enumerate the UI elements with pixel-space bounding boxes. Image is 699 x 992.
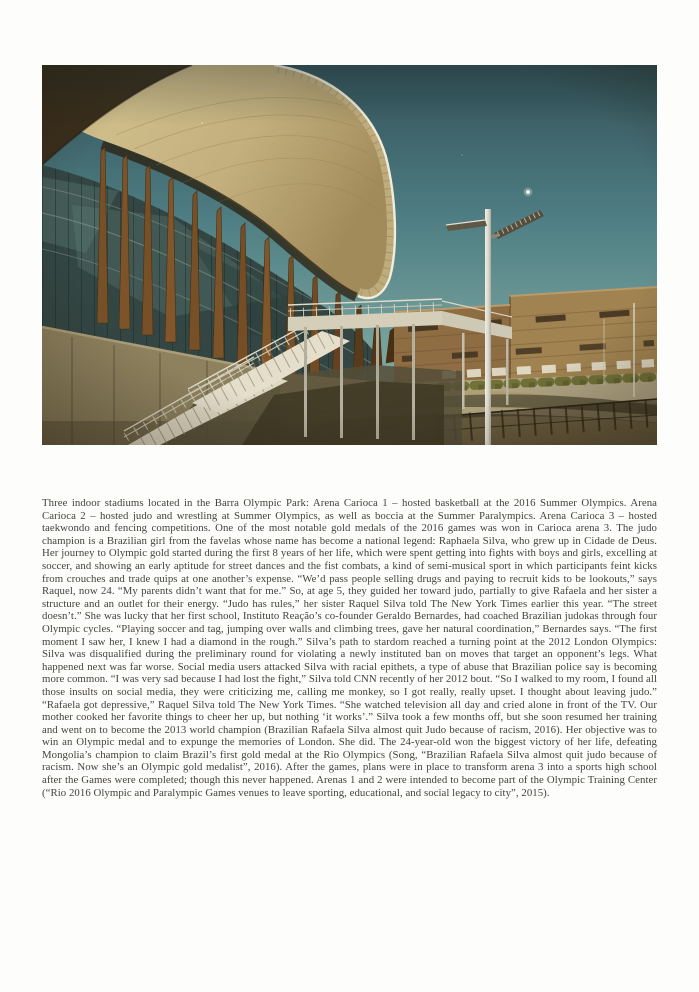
photo-vignette bbox=[42, 65, 657, 445]
arena-photo bbox=[42, 65, 657, 445]
arena-photo-graphic bbox=[42, 65, 657, 445]
article bbox=[42, 497, 657, 799]
article-text: Three indoor stadiums located in the Barra Olympic Park: Arena Carioca 1 – hosted basketball at the 2016 Summer Olympics. Arena Carioca 2 – hosted judo and wrestling at Summer Olympics, as well as boccia at the Summer Paralympics. Arena Carioca 3 – hosted taekwondo and fencing competitions. One of the most notable gold medals of the 2016 games was won in Carioca arena 3. The judo champion is a Brazilian girl from the favelas whose name has become a national legend: Raphaela Silva, who grew up in Cidade de Deus. Her journey to Olympic gold started during the first 8 years of her life, which were spent getting into fights with boys and girls, excelling at soccer, and showing an early aptitude for street dances and the fist combats, a kind of semi-musical sport in which participants feint kicks from crouches and trade quips at one another’s expense. “We’d pass people selling drugs and paying to recruit kids to be lookouts,” says Raquel, now 24. “My parents didn’t want that for me.” So, at age 5, they guided her toward judo, partially to give Rafaela and her sister a structure and an outlet for their energy. “Judo has rules,” her sister Raquel Silva told The New York Times earlier this year. “The street doesn’t.” She was lucky that her first school, Instituto Reação’s co-founder Geraldo Bernardes, had coached Brazilian judokas through four Olympic cycles. “Playing soccer and tag, jumping over walls and climbing trees, gave her natural coordination,” Bernardes says. “The first moment I saw her, I knew I had a diamond in the rough.” Silva’s path to stardom reached a turning point at the 2012 London Olympics: Silva was disqualified during the preliminary round for violating a newly instituted ban on moves that target an opponent’s legs. What happened next was far worse. Social media users attacked Silva with racial epithets, a type of abuse that Brazilian police say is becoming more common. “I was very sad because I had lost the fight,” Silva told CNN recently of her 2012 bout. “So I walked to my room, I found all those insults on social media, they were criticizing me, calling me monkey, so I got really, really upset. I thought about leaving judo.” “Rafaela got depressive,” Raquel Silva told The New York Times. “She watched television all day and cried alone in front of the TV. Our mother cooked her favorite things to cheer her up, but nothing ‘it works’.” Silva took a few months off, but she soon resumed her training and went on to become the 2013 world champion (Brazilian Rafaela Silva almost quit Judo because of racism, 2016). Her objective was to win an Olympic medal and to expunge the memories of London. She did. The 24-year-old won the biggest victory of her life, defeating Mongolia’s champion to claim Brazil’s first gold medal at the Rio Olympics (Song, “Brazilian Rafaela Silva almost quit judo because of racism. Now she’s an Olympic gold medalist”, 2016). After the games, plans were in place to transform arena 3 into a sports high school after the Games were completed; though this never happened. Arenas 1 and 2 were intended to become part of the Olympic Training Center (“Rio 2016 Olympic and Paralympic Games venues to leave sporting, educational, and social legacy to city”, 2015). bbox=[42, 497, 657, 799]
